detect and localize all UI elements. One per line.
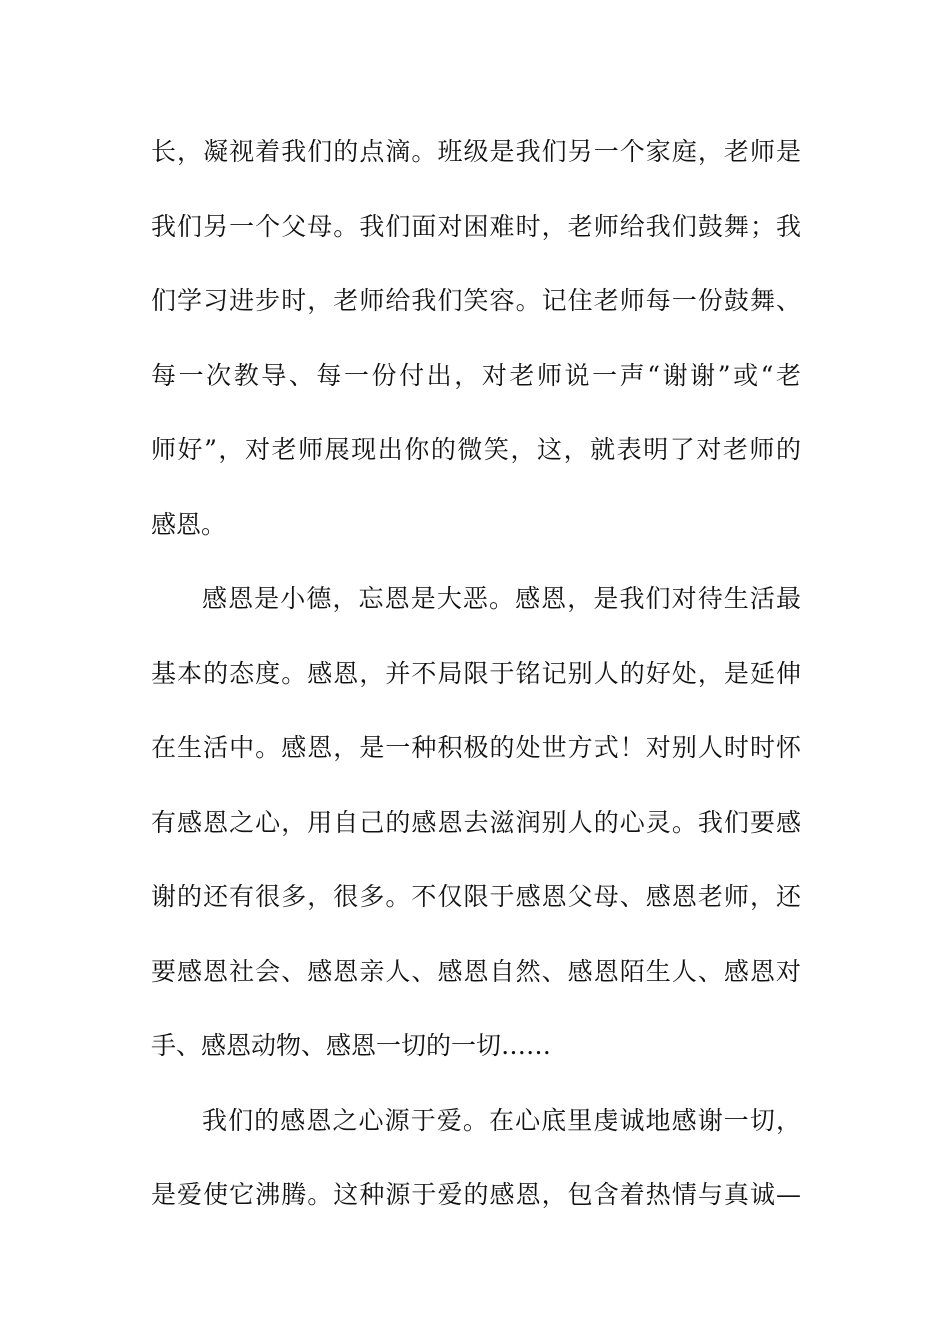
text-line: 长，凝视着我们的点滴。班级是我们另一个家庭，老师是 [151,137,801,166]
text-line: 谢的还有很多，很多。不仅限于感恩父母、感恩老师，还 [151,882,801,911]
text-line: 基本的态度。感恩，并不局限于铭记别人的好处，是延伸 [151,658,801,688]
text-line: 有感恩之心，用自己的感恩去滋润别人的心灵。我们要感 [151,807,801,837]
text-line: 师好”，对老师展现出你的微笑，这，就表明了对老师的 [151,435,801,464]
text-line: 手、感恩动物、感恩一切的一切…… [151,1031,552,1060]
text-line: 是爱使它沸腾。这种源于爱的感恩，包含着热情与真诚— [151,1180,801,1209]
text-line: 们学习进步时，老师给我们笑容。记住老师每一份鼓舞、 [151,286,801,315]
body-text [151,115,801,1233]
paragraph-start-line: 我们的感恩之心源于爱。在心底里虔诚地感谢一切， [202,1105,801,1135]
text-line: 每一次教导、每一份付出，对老师说一声“谢谢”或“老 [151,360,801,390]
text-line: 在生活中。感恩，是一种积极的处世方式！对别人时时怀 [151,733,801,762]
text-line: 我们另一个父母。我们面对困难时，老师给我们鼓舞；我 [151,211,801,241]
text-line: 要感恩社会、感恩亲人、感恩自然、感恩陌生人、感恩对 [151,956,801,986]
paragraph-start-line: 感恩是小德，忘恩是大恶。感恩，是我们对待生活最 [202,584,801,613]
text-line: 感恩。 [151,509,227,539]
